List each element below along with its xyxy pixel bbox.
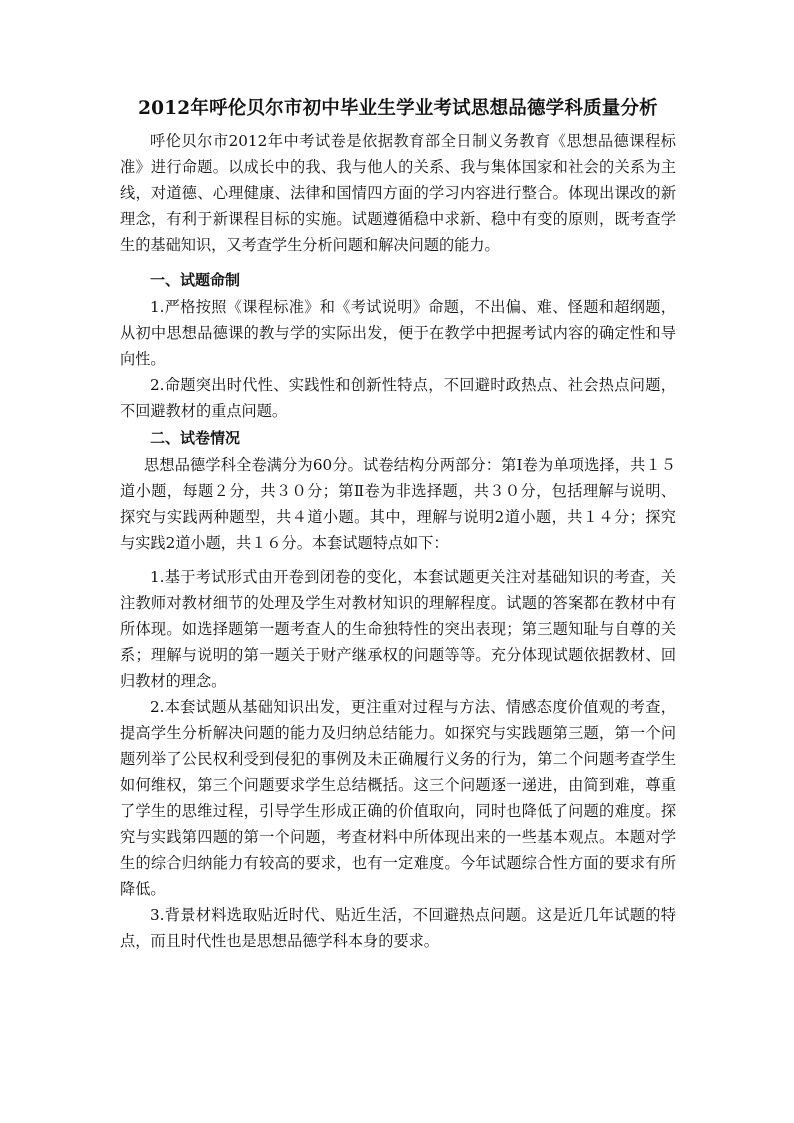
document-page (120, 96, 676, 954)
section1-item-2: 2.命题突出时代性、实践性和创新性特点，不回避时政热点、社会热点问题，不回避教材的重点问题。 (120, 376, 676, 420)
intro-paragraph: 呼伦贝尔市2012年中考试卷是依据教育部全日制义务教育《思想品德课程标准》进行命题。以成长中的我、我与他人的关系、我与集体国家和社会的关系为主线，对道德、心理健康、法律和国情四方面的学习内容进行整合。体现出课改的新理念，有利于新课程目标的实施。试题遵循稳中求新、稳中有变的原则，既考查学生的基础知识，又考查学生分析问题和解决问题的能力。 (120, 132, 676, 254)
section1-item-1: 1.严格按照《课程标准》和《考试说明》命题，不出偏、难、怪题和超纲题，从初中思想品德课的教与学的实际出发，便于在教学中把握考试内容的确定性和导向性。 (120, 298, 676, 368)
document-title: 2012年呼伦贝尔市初中毕业生学业考试思想品德学科质量分析 (138, 98, 658, 119)
section-heading-1: 一、试题命制 (150, 271, 241, 289)
section2-item-1: 1.基于考试形式由开卷到闭卷的变化，本套试题更关注对基础知识的考查，关注教师对教材细节的处理及学生对教材知识的理解程度。试题的答案都在教材中有所体现。如选择题第一题考查人的生命独特性的突出表现；第三题知耻与自尊的关系；理解与说明的第一题关于财产继承权的问题等等。充分体现试题依据教材、回归教材的理念。 (120, 568, 676, 690)
section2-item-2: 2.本套试题从基础知识出发，更注重对过程与方法、情感态度价值观的考查，提高学生分析解决问题的能力及归纳总结能力。如探究与实践题第三题，第一个问题列举了公民权利受到侵犯的事例及未正确履行义务的行为，第二个问题考查学生如何维权，第三个问题要求学生总结概括。这三个问题逐一递进，由简到难，尊重了学生的思维过程，引导学生形成正确的价值取向，同时也降低了问题的难度。探究与实践第四题的第一个问题，考查材料中所体现出来的一些基本观点。本题对学生的综合归纳能力有较高的要求，也有一定难度。今年试题综合性方面的要求有所降低。 (120, 698, 676, 898)
section-heading-2: 二、试卷情况 (150, 429, 241, 447)
section2-overview: 思想品德学科全卷满分为60分。试卷结构分两部分：第Ⅰ卷为单项选择，共１５道小题，每题２分，共３０分；第Ⅱ卷为非选择题，共３０分，包括理解与说明、探究与实践两种题型，共４道小题。其中，理解与说明2道小题，共１４分；探究与实践2道小题，共１６分。本套试题特点如下： (120, 456, 676, 552)
section2-item-3: 3.背景材料选取贴近时代、贴近生活，不回避热点问题。这是近几年试题的特点，而且时代性也是思想品德学科本身的要求。 (120, 906, 676, 950)
